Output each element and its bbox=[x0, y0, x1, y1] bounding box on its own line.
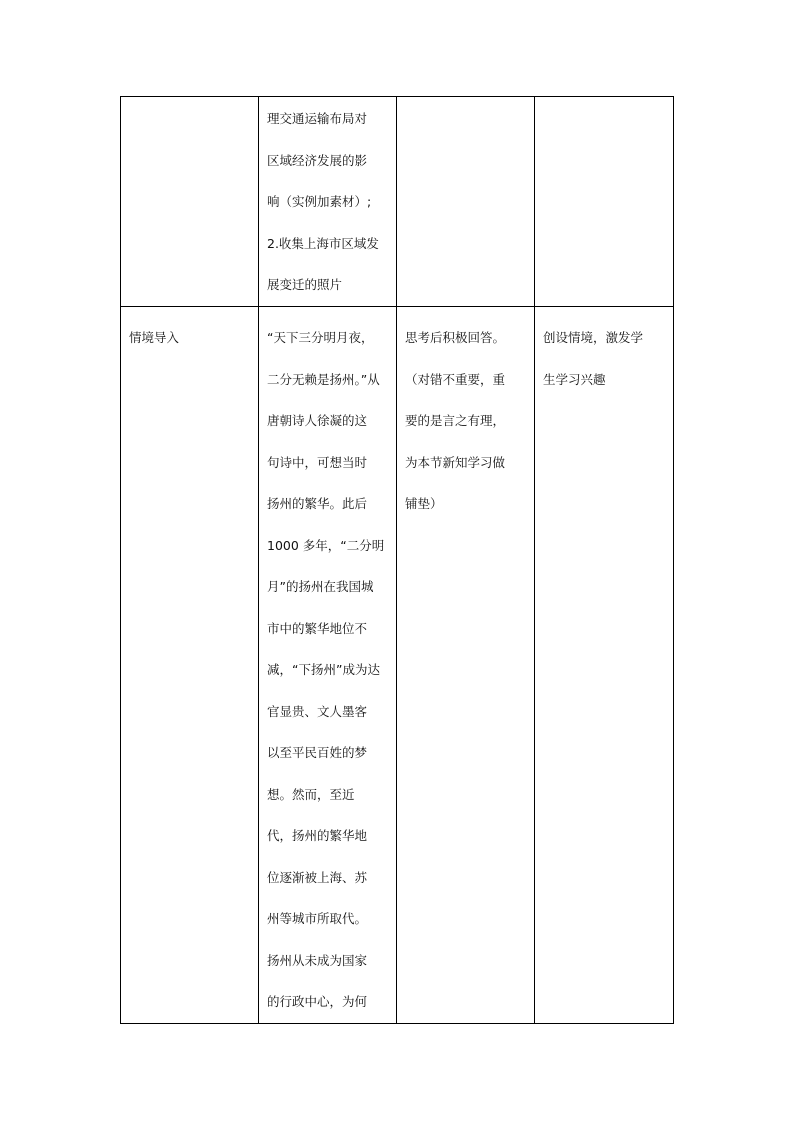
text-line: 为本节新知学习做 bbox=[405, 454, 506, 470]
text-line: （对错不重要，重 bbox=[405, 371, 506, 387]
text-line: 2.收集上海市区域发 bbox=[267, 235, 379, 251]
text-line: 月”的扬州在我国城 bbox=[267, 579, 374, 594]
text-line: 州等城市所取代。 bbox=[267, 911, 368, 926]
text-line: 扬州的繁华。此后 bbox=[267, 496, 368, 511]
text-line: 减，“下扬州”成为达 bbox=[267, 662, 380, 677]
cell-stage bbox=[121, 307, 259, 1024]
text-line: 位逐渐被上海、苏 bbox=[267, 869, 368, 885]
table-row bbox=[121, 307, 674, 1024]
text-line: 想。然而，至近 bbox=[267, 786, 355, 802]
text-line: 要的是言之有理， bbox=[405, 413, 506, 428]
cell-design-intent bbox=[535, 97, 674, 307]
cell-design-intent bbox=[535, 307, 674, 1024]
text-line: 创设情境，激发学 bbox=[543, 330, 644, 345]
text-line: 1000 多年，“二分明 bbox=[267, 537, 385, 553]
table-row bbox=[121, 97, 674, 307]
text-line: 理交通运输布局对 bbox=[267, 111, 368, 126]
text-line: 的行政中心，为何 bbox=[267, 994, 368, 1009]
text-line: 句诗中，可想当时 bbox=[267, 454, 368, 470]
cell-content bbox=[259, 307, 397, 1024]
cell-student-activity bbox=[397, 97, 535, 307]
text-line: 以至平民百姓的梦 bbox=[267, 745, 368, 760]
text-line: 情境导入 bbox=[129, 330, 180, 345]
text-line: 生学习兴趣 bbox=[543, 371, 606, 387]
text-line: 唐朝诗人徐凝的这 bbox=[267, 413, 368, 428]
text-line: 二分无赖是扬州。”从 bbox=[267, 371, 380, 387]
text-line: 铺垫） bbox=[405, 496, 443, 511]
cell-student-activity bbox=[397, 307, 535, 1024]
text-line: 响（实例加素材）; bbox=[267, 194, 372, 209]
text-line: 市中的繁华地位不 bbox=[267, 620, 368, 636]
cell-content bbox=[259, 97, 397, 307]
text-line: 代，扬州的繁华地 bbox=[267, 828, 368, 843]
text-line: 思考后积极回答。 bbox=[405, 330, 506, 345]
cell-stage bbox=[121, 97, 259, 307]
text-line: 区域经济发展的影 bbox=[267, 152, 368, 168]
text-line: “天下三分明月夜， bbox=[267, 330, 374, 345]
text-line: 官显贵、文人墨客 bbox=[267, 703, 368, 719]
text-line: 展变迁的照片 bbox=[267, 277, 343, 292]
lesson-plan-table bbox=[120, 96, 674, 1024]
text-line: 扬州从未成为国家 bbox=[267, 952, 368, 968]
